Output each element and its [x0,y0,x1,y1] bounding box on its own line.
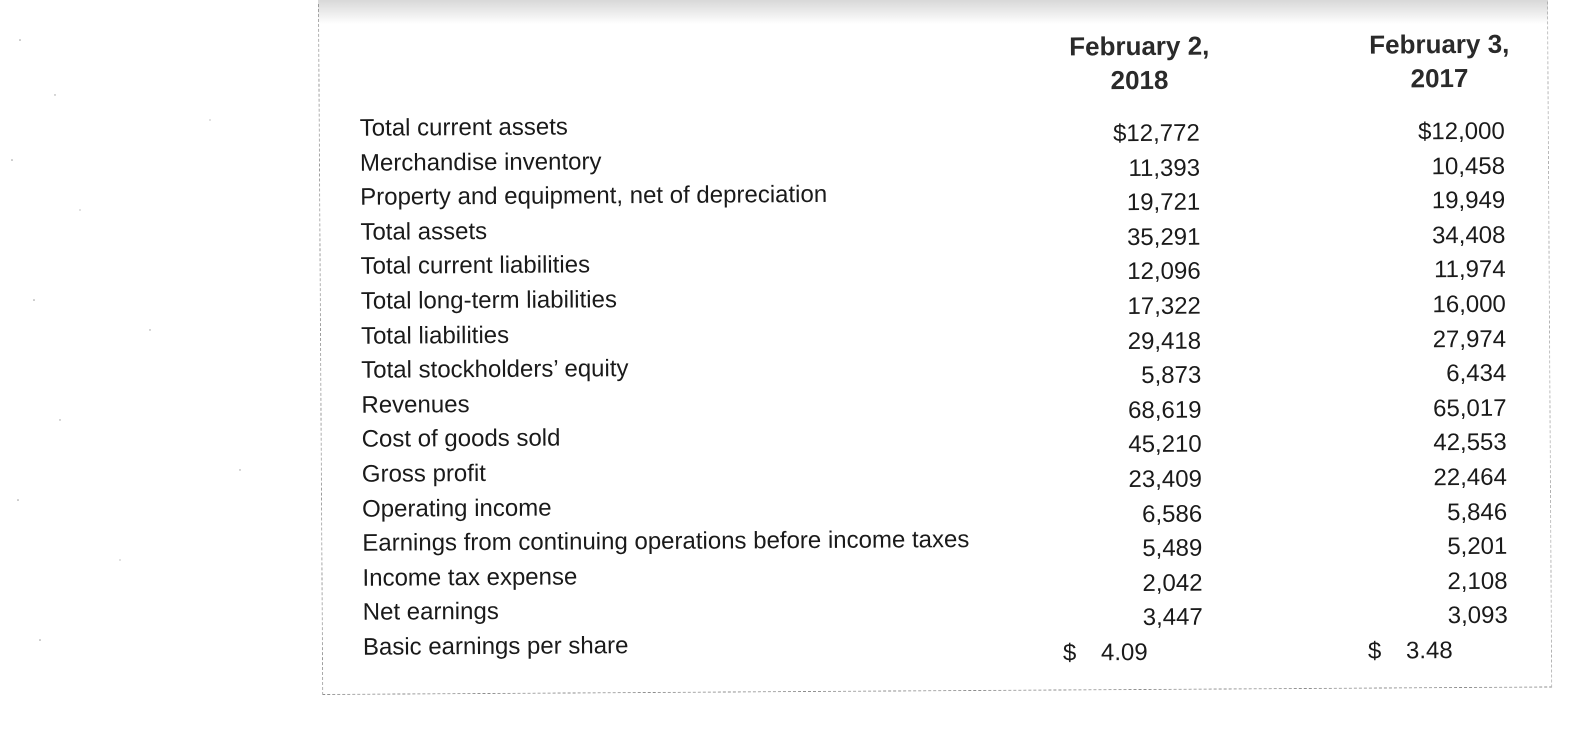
row-label: Total current liabilities [360,251,591,281]
value-2018: $12,772 [1112,119,1200,148]
value-2017: 19,949 [1431,186,1506,215]
row-label: Operating income [362,494,552,523]
eps-value: 3.48 [1405,636,1453,665]
row-label: Total liabilities [360,321,510,350]
value-2018: 19,721 [1126,188,1201,217]
column-header-year: 2017 [1410,62,1469,94]
value-2018 [1063,638,1203,669]
column-header-2017 [1329,26,1549,95]
value-2017: 16,000 [1432,290,1506,319]
value-2018: 6,586 [1141,500,1203,528]
value-2017: 34,408 [1431,221,1506,249]
row-label: Income tax expense [362,563,578,592]
value-2017: 5,201 [1447,532,1508,561]
row-label: Property and equipment, net of depreciation [360,181,828,211]
row-label: Total current assets [359,113,568,142]
column-header-date: February 3, [1369,28,1510,60]
financial-data-table [318,0,1552,695]
value-2017: 2,108 [1447,567,1508,595]
row-label: Revenues [361,390,470,419]
table-row-eps [363,626,1523,668]
column-header-year: 2018 [1110,64,1169,96]
row-label: Net earnings [362,598,499,627]
value-2018: 3,447 [1142,603,1203,632]
value-2017: 10,458 [1431,152,1506,180]
row-label: Cost of goods sold [361,424,561,454]
value-2017: 42,553 [1433,429,1507,457]
value-2018: 23,409 [1128,465,1203,493]
value-2018: 11,393 [1128,154,1201,182]
value-2018: 68,619 [1128,396,1202,424]
value-2018: 5,489 [1142,534,1203,563]
value-2018: 17,322 [1127,292,1201,321]
currency-symbol: $ [1367,637,1382,665]
value-2017: 65,017 [1433,394,1507,422]
value-2017: 22,464 [1433,463,1507,492]
row-label: Total long-term liabilities [360,286,618,315]
value-2018: 45,210 [1128,430,1202,459]
row-label: Total stockholders’ equity [361,355,629,384]
value-2017: 27,974 [1432,325,1507,353]
row-label: Merchandise inventory [359,147,602,177]
value-2017 [1368,636,1508,667]
value-2017: 6,434 [1446,359,1507,388]
eps-value: 4.09 [1100,638,1148,667]
row-label: Gross profit [361,459,486,488]
value-2018: 5,873 [1141,361,1202,390]
column-header-2018 [1029,28,1249,97]
value-2017: 5,846 [1446,498,1508,526]
row-label: Basic earnings per share [362,632,629,661]
value-2018: 29,418 [1127,327,1202,355]
row-label: Earnings from continuing operations before income taxes [362,526,970,557]
value-2017: 11,974 [1433,256,1506,284]
currency-symbol: $ [1062,639,1077,667]
value-2018: 2,042 [1142,569,1203,597]
value-2017: 3,093 [1447,602,1508,630]
value-2017: $12,000 [1417,117,1505,146]
table-body [360,107,1523,668]
row-label: Total assets [360,217,488,246]
scan-noise [0,0,300,744]
value-2018: 12,096 [1127,257,1201,286]
value-2018: 35,291 [1126,223,1201,251]
column-header-date: February 2, [1069,30,1210,62]
